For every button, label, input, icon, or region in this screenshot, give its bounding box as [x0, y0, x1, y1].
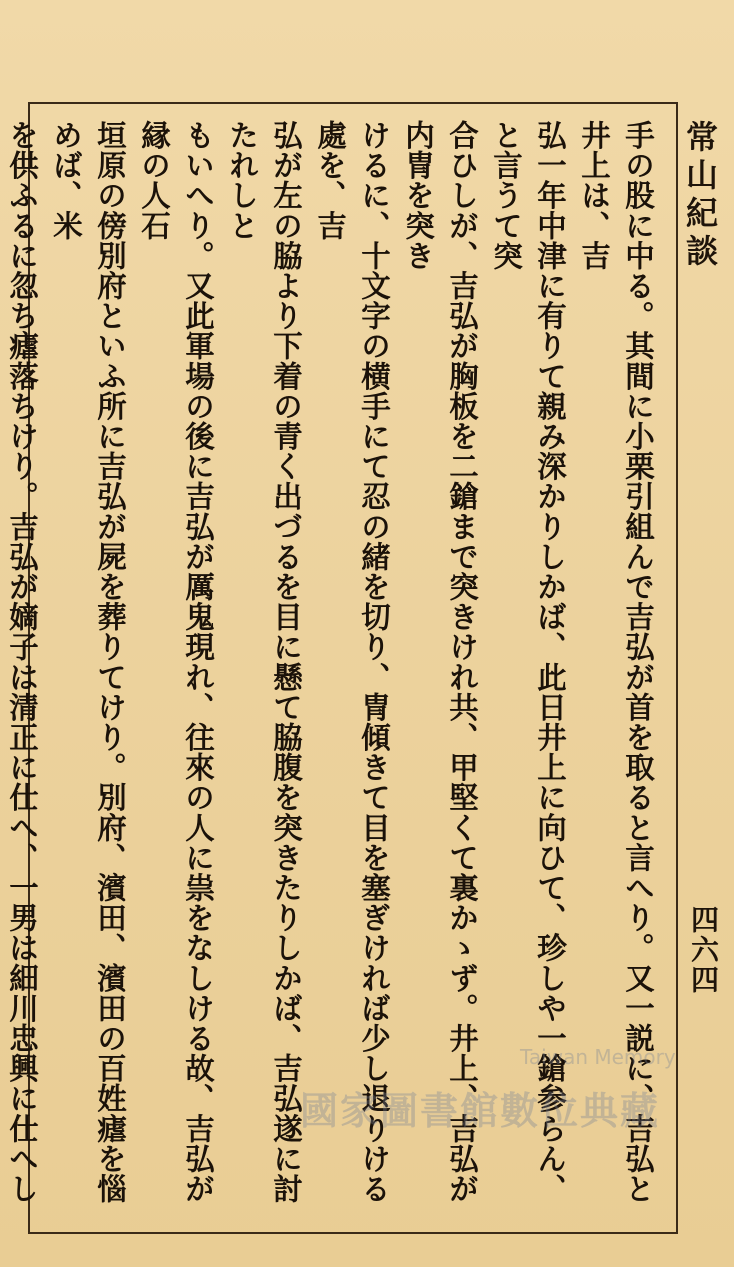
text-line: もいへり。又此軍場の後に吉弘が厲鬼現れ、往來の人に祟をなしける故、吉弘が縁の人石 — [137, 120, 216, 1204]
watermark: 國家圖書館數位典藏 — [300, 1088, 661, 1133]
text-line: を供ふるに忽ち瘧落ちけり。吉弘が嫡子は清正に仕へ、一男は細川忠興に仕へし — [5, 120, 40, 1204]
text-line: 弘が左の脇より下着の青く出づるを目に懸て脇腹を突きたりしかば、吉弘遂に討たれしと — [225, 120, 304, 1204]
text-line: 弘一年中津に有りて親み深かりしかば、此日井上に向ひて、珍しや一鎗参らん、と言うて突 — [489, 120, 568, 1204]
text-line: 垣原の傍別府といふ所に吉弘が屍を葬りてけり。別府、濱田、濱田の百姓瘧を惱めば、米 — [49, 120, 128, 1204]
text-line: 合ひしが、吉弘が胸板を二鎗まで突きけれ共、甲堅くて裏かゝず。井上、吉弘が内冑を突き — [401, 120, 480, 1204]
text-line: けるに、十文字の横手にて忍の緒を切り、冑傾きて目を塞ぎければ少し退りける處を、吉 — [313, 120, 392, 1204]
watermark-english: Taiwan Memory — [520, 1045, 676, 1069]
text-line: 手の股に中る。其間に小栗引組んで吉弘が首を取ると言へり。又一説に、吉弘と井上は、吉 — [577, 120, 656, 1204]
book-title: 常山紀談 — [681, 120, 719, 272]
page-number: 四六四 — [687, 905, 720, 995]
